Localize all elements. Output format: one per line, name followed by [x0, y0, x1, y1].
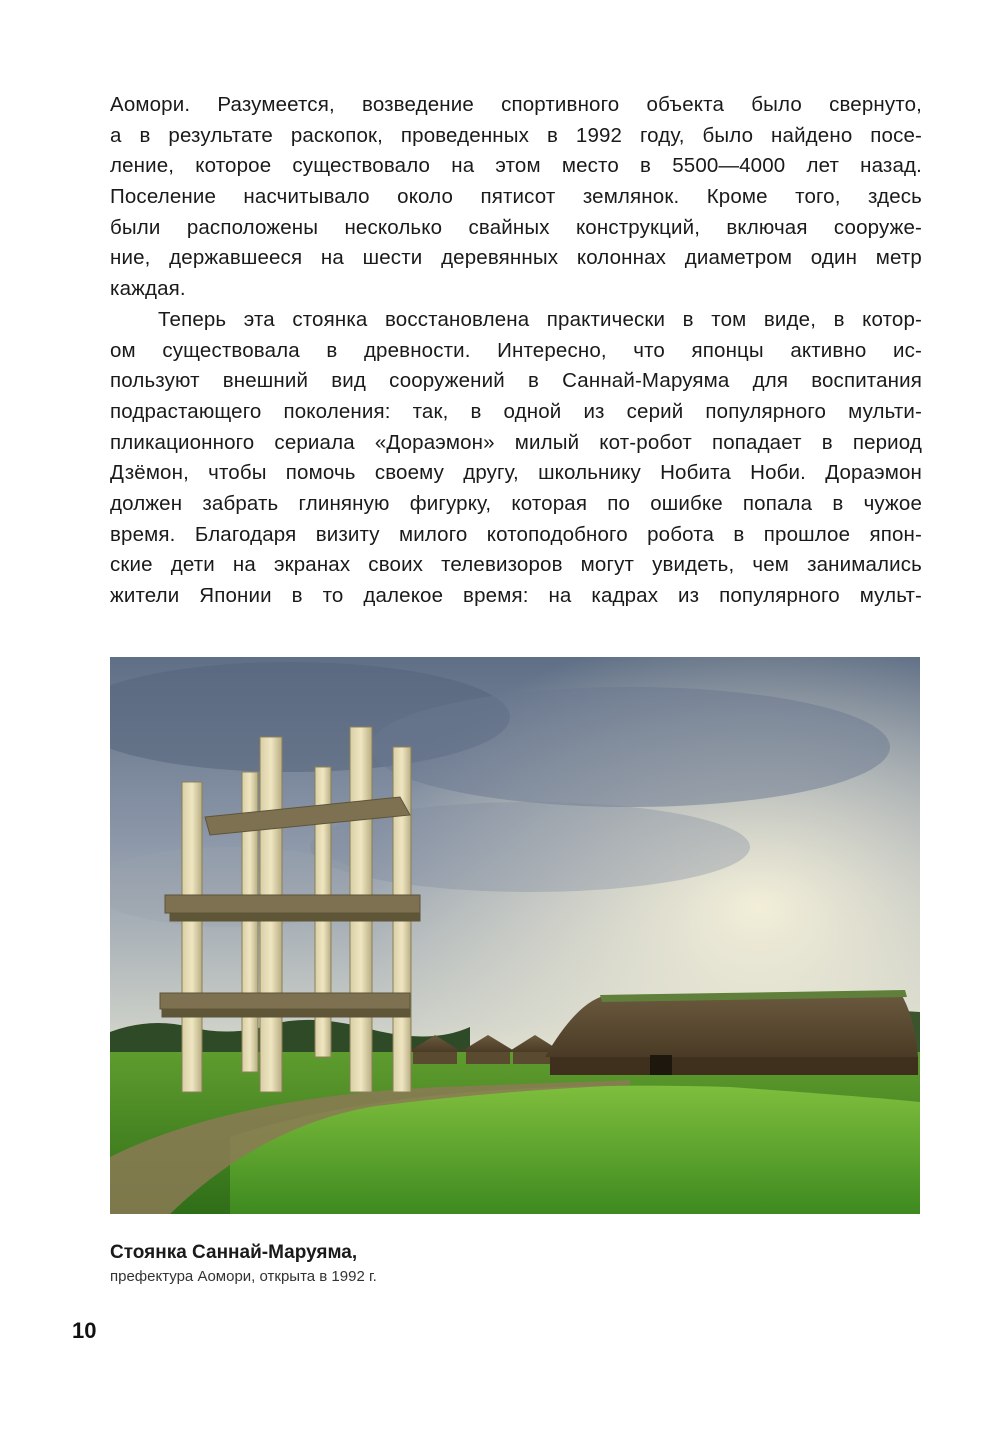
text-line: Теперь эта стоянка восстановлена практически в том виде, в котор-	[158, 307, 922, 331]
text-line: подрастающего поколения: так, в одной из серий популярного мульти-	[110, 399, 922, 423]
text-line: жители Японии в то далекое время: на кадрах из популярного мульт-	[110, 584, 922, 607]
text-line: должен забрать глиняную фигурку, которая по ошибке попала в чужое	[110, 491, 922, 515]
photo-caption	[110, 1240, 377, 1288]
text-line: ские дети на экранах своих телевизоров могут увидеть, чем занимались	[110, 553, 922, 577]
text-line: ние, державшееся на шести деревянных колоннах диаметром один метр	[110, 246, 922, 270]
text-line: Аомори. Разумеется, возведение спортивного объекта было свернуто,	[110, 93, 922, 116]
text-line: а в результате раскопок, проведенных в 1992 году, было найдено посе-	[110, 123, 922, 147]
caption-subtitle: префектура Аомори, открыта в 1992 г.	[110, 1268, 377, 1285]
text-line: каждая.	[110, 277, 186, 301]
text-line: время. Благодаря визиту милого котоподобного робота в прошлое япон-	[110, 522, 922, 546]
site-photo	[110, 657, 920, 1214]
text-line: пликационного сериала «Дораэмон» милый кот-робот попадает в период	[110, 430, 922, 454]
text-line: ление, которое существовало на этом место в 5500—4000 лет назад.	[110, 154, 922, 178]
caption-title: Стоянка Саннай-Маруяма,	[110, 1242, 358, 1263]
text-line: ом существовала в древности. Интересно, что японцы активно ис-	[110, 338, 922, 362]
text-line: Дзёмон, чтобы помочь своему другу, школьнику Нобита Ноби. Дораэмон	[110, 461, 922, 485]
text-line: пользуют внешний вид сооружений в Саннай-Маруяма для воспитания	[110, 369, 922, 393]
text-line: Поселение насчитывало около пятисот землянок. Кроме того, здесь	[110, 185, 922, 209]
page-number: 10	[72, 1318, 97, 1343]
body-text	[110, 90, 922, 612]
text-line: были расположены несколько свайных конструкций, включая сооруже-	[110, 215, 922, 239]
